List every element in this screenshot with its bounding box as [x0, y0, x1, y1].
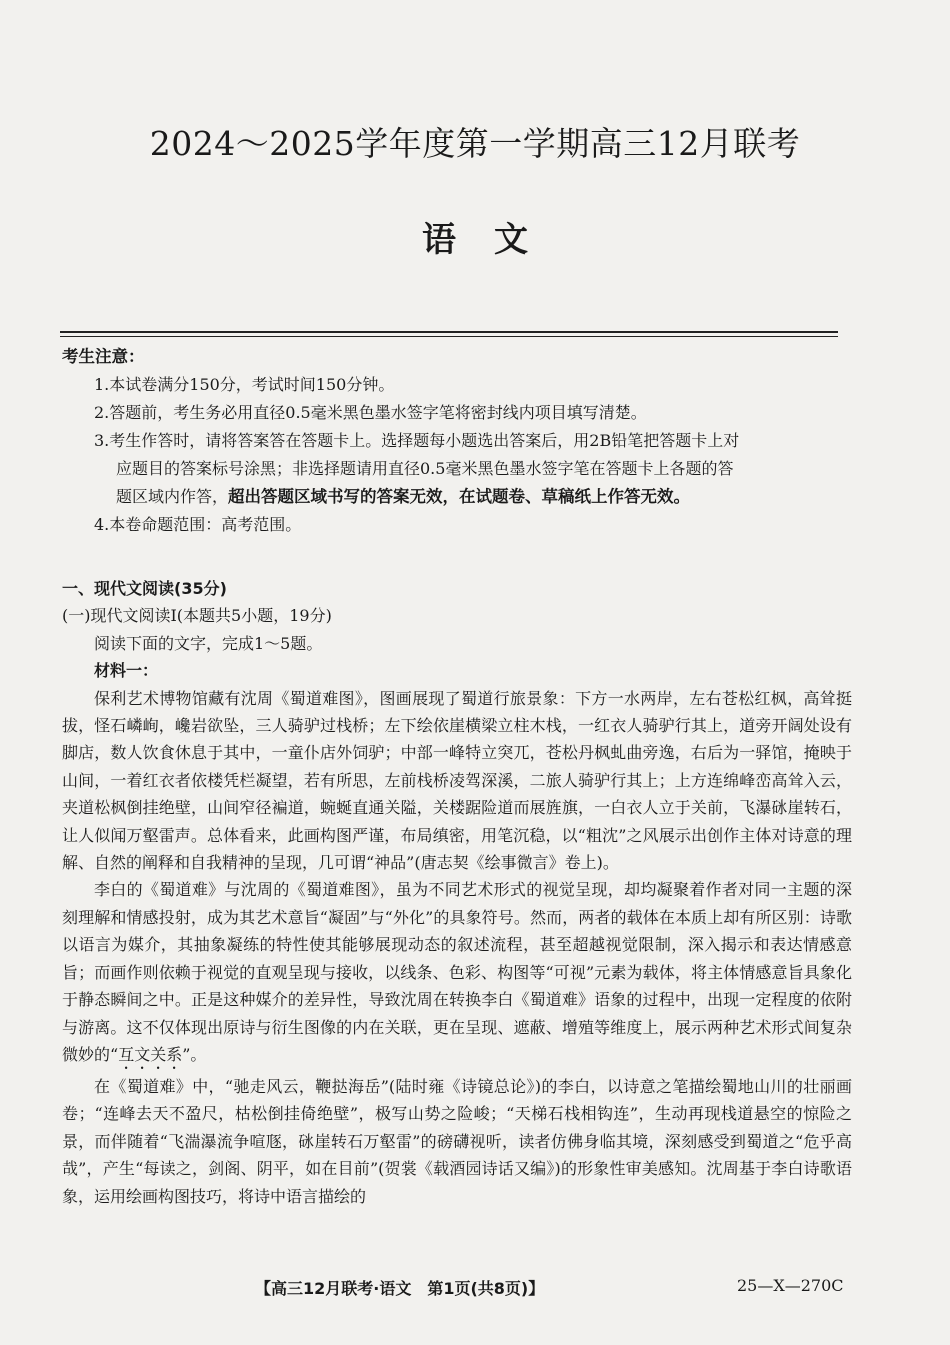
section-title: 一、现代文阅读(35分)	[62, 579, 227, 598]
notice-heading: 考生注意：	[62, 347, 145, 366]
exam-title: 2024～2025学年度第一学期高三12月联考	[149, 124, 801, 163]
paragraph-3: 在《蜀道难》中，“驰走风云，鞭挞海岳”(陆时雍《诗镜总论》)的李白，以诗意之笔描绘蜀地山川的壮丽画卷；“连峰去天不盈尺，枯松倒挂倚绝壁”，极写山势之险峻；“天梯石栈相钩连”，生动再现栈道悬空的惊险之景，而伴随着“飞湍瀑流争喧豗，砯崖转石万壑雷”的磅礴视听，读者仿佛身临其境，深刻感受到蜀道之“危乎高哉”，产生“每读之，剑阁、阴平，如在目前”(贺裳《载酒园诗话又编》)的形象性审美感知。沈周基于李白诗歌语象，运用绘画构图技巧，将诗中语言描绘的	[62, 1076, 852, 1206]
footer-code: 25—X—270C	[737, 1276, 844, 1295]
notice-item-4: 4.本卷命题范围：高考范围。	[94, 515, 302, 534]
subsection-title: (一)现代文阅读Ⅰ(本题共5小题，19分)	[62, 606, 332, 626]
emphasized-term: 互文关系	[118, 1044, 183, 1064]
reading-section	[62, 575, 852, 1210]
divider-line-thin	[60, 336, 838, 337]
paragraph-2-text: 李白的《蜀道难》与沈周的《蜀道难图》，虽为不同艺术形式的视觉呈现，却均凝聚着作者对同一主题的深刻理解和情感投射，成为其艺术意旨“凝固”与“外化”的具象符号。然而，两者的载体在本质上却有所区别：诗歌以语言为媒介，其抽象凝练的特性使其能够展现动态的叙述流程，甚至超越视觉限制，深入揭示和表达情感意旨；而画作则依赖于视觉的直观呈现与接收，以线条、色彩、构图等“可视”元素为载体，将主体情感意旨具象化于静态瞬间之中。正是这种媒介的差异性，导致沈周在转换李白《蜀道难》语象的过程中，出现一定程度的依附与游离。这不仅体现出原诗与衍生图像的内在关联，更在呈现、遮蔽、增殖等维度上，展示两种艺术形式间复杂微妙的“	[62, 880, 852, 1064]
footer-page-info: 【高三12月联考·语文 第1页(共8页)】	[255, 1279, 545, 1298]
notice-item-3-line2: 应题目的答案标号涂黑；非选择题请用直径0.5毫米黑色墨水签字笔在答题卡上各题的答	[116, 459, 734, 478]
paragraph-2-end: ”。	[182, 1044, 207, 1064]
candidate-notice	[62, 343, 852, 539]
paragraph-1: 保利艺术博物馆藏有沈周《蜀道难图》，图画展现了蜀道行旅景象：下方一水两岸，左右苍松红枫，高耸挺拔，怪石嶙峋，巉岩欲坠，三人骑驴过栈桥；左下绘依崖横梁立柱木栈，一红衣人骑驴行其上，道旁开阔处设有脚店，数人饮食休息于其中，一童仆店外饲驴；中部一峰特立突兀，苍松丹枫虬曲旁逸，右后为一驿馆，掩映于山间，一着红衣者依楼凭栏凝望，若有所思，左前栈桥凌驾深溪，二旅人骑驴行其上；上方连绵峰峦高耸入云，夹道松枫倒挂绝壁，山间窄径褊道，蜿蜒直通关隘，关楼踞险道而展旌旗，一白衣人立于关前，飞瀑砯崖转石，让人似闻万壑雷声。总体看来，此画构图严谨，布局缜密，用笔沉稳，以“粗沈”之风展示出创作主体对诗意的理解、自然的阐释和自我精神的呈现，几可谓“神品”(唐志契《绘事微言》卷上)。	[62, 688, 852, 873]
instruction: 阅读下面的文字，完成1～5题。	[94, 633, 323, 653]
notice-item-3-line3	[94, 483, 852, 511]
notice-item-3-bold: 超出答题区域书写的答案无效，在试题卷、草稿纸上作答无效。	[228, 487, 691, 506]
paragraph-2	[62, 876, 852, 1072]
notice-item-3-normal: 题区域内作答，	[116, 487, 229, 506]
subject-title: 语文	[422, 220, 566, 260]
divider-line	[60, 331, 838, 333]
notice-item-2: 2.答题前，考生务必用直径0.5毫米黑色墨水签字笔将密封线内项目填写清楚。	[94, 403, 647, 422]
material-label: 材料一：	[94, 661, 159, 681]
notice-item-3	[62, 427, 852, 511]
notice-item-1: 1.本试卷满分150分，考试时间150分钟。	[94, 375, 395, 394]
notice-item-3-line1: 3.考生作答时，请将答案答在答题卡上。选择题每小题选出答案后，用2B铅笔把答题卡上对	[94, 431, 740, 450]
